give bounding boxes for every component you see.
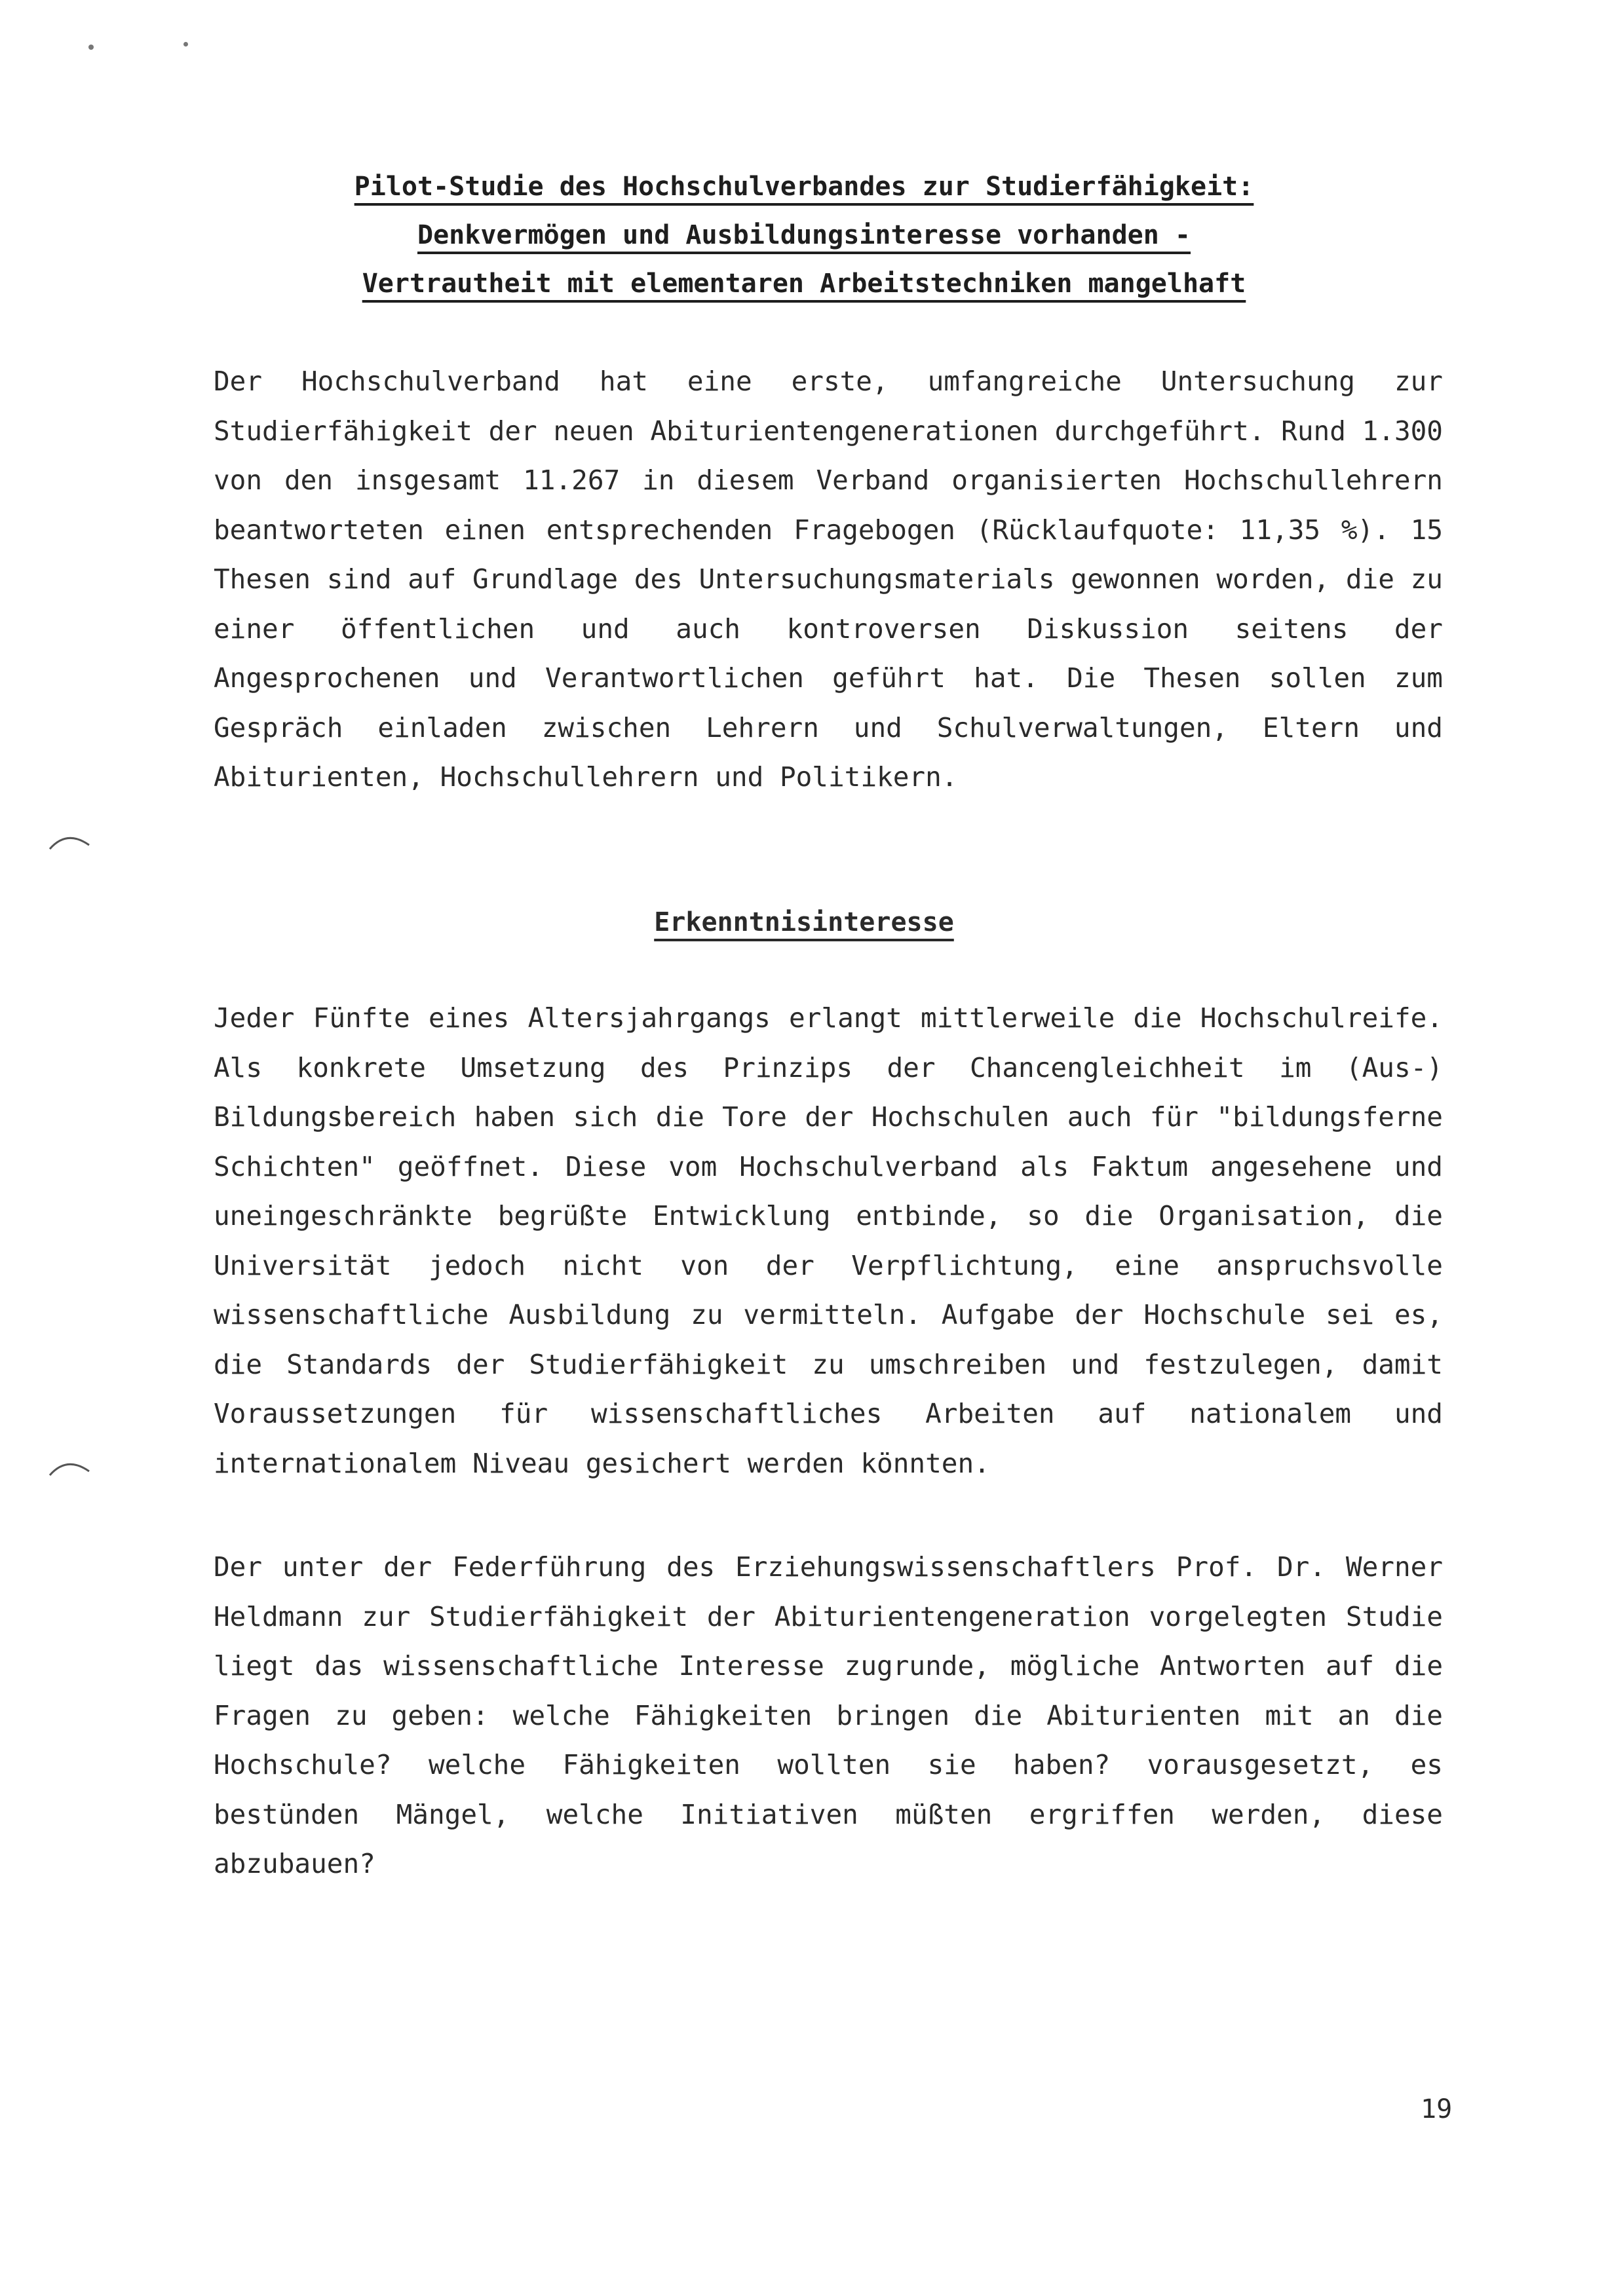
scan-speck — [88, 45, 94, 50]
title-line-3: Vertrautheit mit elementaren Arbeitstechniken mangelhaft — [362, 269, 1246, 299]
intro-paragraph: Der Hochschulverband hat eine erste, umfangreiche Untersuchung zur Studierfähigkeit der neuen Abiturientengenerationen durchgeführt. Rund 1.300 von den insgesamt 11.267 in diesem Verband organisierten Hochschullehrern beantworteten einen entsprechenden Fragebogen (Rücklaufquote: 11,35 %). 15 Thesen sind auf Grundlage des Untersuchungsmaterials gewonnen worden, die zu einer öffentlichen und auch kontroversen Diskussion seitens der Angesprochenen und Verantwortlichen geführt hat. Die Thesen sollen zum Gespräch einladen zwischen Lehrern und Schulverwaltungen, Eltern und Abiturienten, Hochschullehrern und Politikern. — [214, 366, 1443, 793]
punch-hole-mark-icon — [47, 827, 93, 853]
section-paragraph-2: Der unter der Federführung des Erziehungswissenschaftlers Prof. Dr. Werner Heldmann zur Studierfähigkeit der Abiturientengeneration vorgelegten Studie liegt das wissenschaftliche Interesse zugrunde, mögliche Antworten auf die Fragen zu geben: welche Fähigkeiten bringen die Abiturienten mit an die Hochschule? welche Fähigkeiten wollten sie haben? vorausgesetzt, es bestünden Mängel, welche Initiativen müßten ergriffen werden, diese abzubauen? — [214, 1551, 1443, 1879]
title-line-2: Denkvermögen und Ausbildungsinteresse vorhanden - — [417, 220, 1191, 250]
page-number: 19 — [1421, 2094, 1453, 2124]
scan-speck — [183, 42, 188, 47]
punch-hole-mark-icon — [47, 1453, 93, 1479]
title-line-1: Pilot-Studie des Hochschulverbandes zur Studierfähigkeit: — [354, 172, 1254, 202]
document-title — [0, 162, 1608, 308]
section-paragraph-1: Jeder Fünfte eines Altersjahrgangs erlangt mittlerweile die Hochschulreife. Als konkrete Umsetzung des Prinzips der Chancengleichheit im (Aus-) Bildungsbereich haben sich die Tore der Hochschulen auch für "bildungsferne Schichten" geöffnet. Diese vom Hochschulverband als Faktum angesehene und uneingeschränkte begrüßte Entwicklung entbinde, so die Organisation, die Universität jedoch nicht von der Verpflichtung, eine anspruchsvolle wissenschaftliche Ausbildung zu vermitteln. Aufgabe der Hochschule sei es, die Standards der Studierfähigkeit zu umschreiben und festzulegen, damit Voraussetzungen für wissenschaftliches Arbeiten auf nationalem und internationalem Niveau gesichert werden könnten. — [214, 1002, 1443, 1479]
section-heading: Erkenntnisinteresse — [654, 907, 954, 937]
